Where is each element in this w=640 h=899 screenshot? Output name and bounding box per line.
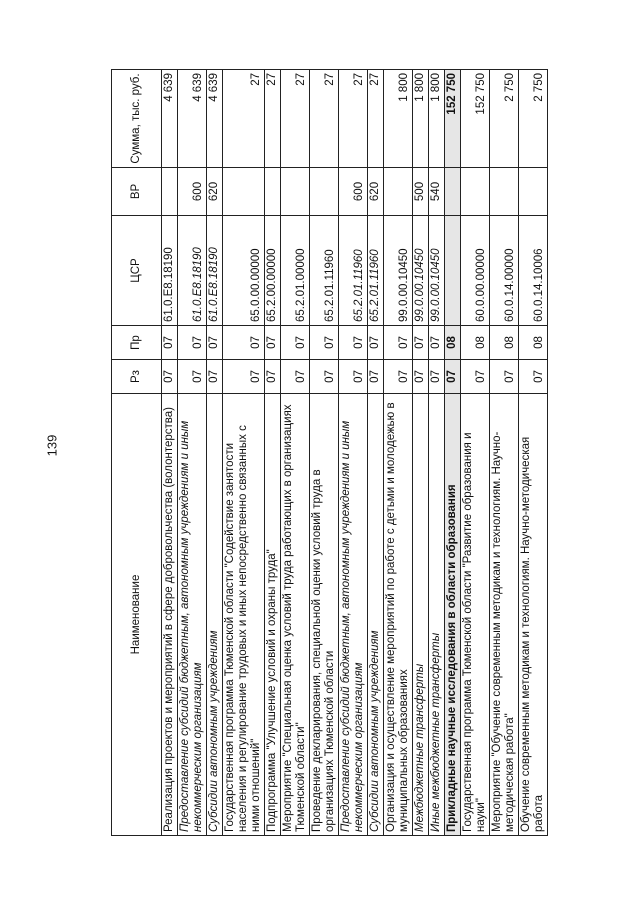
cell-rz: 07: [384, 360, 413, 394]
cell-vr: 600: [339, 168, 368, 216]
cell-vr: [490, 168, 519, 216]
cell-rz: 07: [281, 360, 310, 394]
header-sum: Сумма, тыс. руб.: [112, 70, 162, 168]
cell-name: Государственная программа Тюменской области "Развитие образования и науки": [461, 394, 490, 836]
table-row: [223, 70, 265, 836]
cell-csr: 65.2.01.11960: [310, 216, 339, 326]
cell-rz: 07: [445, 360, 461, 394]
cell-csr: 65.2.01.11960: [339, 216, 368, 326]
cell-pr: 07: [207, 326, 223, 360]
cell-sum: 1 800: [429, 70, 445, 168]
cell-vr: 620: [368, 168, 384, 216]
cell-csr: [445, 216, 461, 326]
cell-vr: [281, 168, 310, 216]
cell-sum: 4 639: [178, 70, 207, 168]
table-row: [461, 70, 490, 836]
cell-name: Мероприятие "Обучение современным методикам и технологиям. Научно-методическая работа": [490, 394, 519, 836]
cell-name: Предоставление субсидий бюджетным, автономным учреждениям и иным некоммерческим организациям: [339, 394, 368, 836]
cell-name: Иные межбюджетные трансферты: [429, 394, 445, 836]
cell-csr: 61.0.E8.18190: [178, 216, 207, 326]
cell-csr: 60.0.14.10006: [519, 216, 548, 326]
table-body: [162, 70, 548, 836]
table-row: [368, 70, 384, 836]
cell-vr: 600: [178, 168, 207, 216]
cell-pr: 07: [413, 326, 429, 360]
table-row: [429, 70, 445, 836]
cell-pr: 08: [519, 326, 548, 360]
cell-rz: 07: [178, 360, 207, 394]
cell-name: Прикладные научные исследования в области образования: [445, 394, 461, 836]
cell-name: Проведение декларирования, специальной оценки условий труда в организациях Тюменской области: [310, 394, 339, 836]
table-row: [207, 70, 223, 836]
table-row: [281, 70, 310, 836]
cell-pr: 07: [310, 326, 339, 360]
cell-rz: 07: [223, 360, 265, 394]
rotated-page: [111, 70, 629, 836]
cell-sum: 4 639: [162, 70, 178, 168]
cell-name: Субсидии автономным учреждениям: [207, 394, 223, 836]
cell-pr: 07: [162, 326, 178, 360]
header-rz: Рз: [112, 360, 162, 394]
cell-pr: 08: [445, 326, 461, 360]
header-vr: ВР: [112, 168, 162, 216]
cell-name: Государственная программа Тюменской области "Содействие занятости населения и регулирование трудовых и иных непосредственно связанных с ними отношений": [223, 394, 265, 836]
table-row: [384, 70, 413, 836]
table-row: [265, 70, 281, 836]
cell-vr: [162, 168, 178, 216]
cell-rz: 07: [310, 360, 339, 394]
cell-csr: 99.0.00.10450: [429, 216, 445, 326]
cell-vr: [519, 168, 548, 216]
cell-rz: 07: [265, 360, 281, 394]
cell-csr: 60.0.14.00000: [490, 216, 519, 326]
cell-sum: 4 639: [207, 70, 223, 168]
cell-pr: 08: [461, 326, 490, 360]
table-row: [519, 70, 548, 836]
cell-sum: 27: [339, 70, 368, 168]
cell-name: Подпрограмма "Улучшение условий и охраны труда": [265, 394, 281, 836]
cell-vr: [461, 168, 490, 216]
cell-csr: 65.2.00.00000: [265, 216, 281, 326]
cell-vr: [265, 168, 281, 216]
cell-rz: 07: [519, 360, 548, 394]
cell-sum: 152 750: [445, 70, 461, 168]
table-header-row: [112, 70, 162, 836]
cell-pr: 08: [490, 326, 519, 360]
cell-vr: 540: [429, 168, 445, 216]
cell-csr: 99.0.00.10450: [384, 216, 413, 326]
cell-csr: 65.2.01.00000: [281, 216, 310, 326]
cell-sum: 1 800: [413, 70, 429, 168]
table-row: [490, 70, 519, 836]
cell-sum: 2 750: [519, 70, 548, 168]
cell-csr: 65.2.01.11960: [368, 216, 384, 326]
table-row: [413, 70, 429, 836]
cell-name: Реализация проектов и мероприятий в сфере добровольчества (волонтерства): [162, 394, 178, 836]
cell-pr: 07: [281, 326, 310, 360]
header-pr: Пр: [112, 326, 162, 360]
cell-sum: 27: [368, 70, 384, 168]
cell-name: Организация и осуществление мероприятий по работе с детьми и молодежью в муниципальных образованиях: [384, 394, 413, 836]
cell-csr: 61.0.E8.18190: [207, 216, 223, 326]
cell-csr: 65.0.00.00000: [223, 216, 265, 326]
table-row: [310, 70, 339, 836]
cell-sum: 27: [310, 70, 339, 168]
table-row: [178, 70, 207, 836]
cell-pr: 07: [178, 326, 207, 360]
cell-pr: 07: [429, 326, 445, 360]
cell-pr: 07: [384, 326, 413, 360]
cell-csr: 99.0.00.10450: [413, 216, 429, 326]
cell-name: Обучение современным методикам и технологиям. Научно-методическая работа: [519, 394, 548, 836]
cell-sum: 27: [281, 70, 310, 168]
cell-vr: [223, 168, 265, 216]
cell-rz: 07: [207, 360, 223, 394]
cell-vr: 500: [413, 168, 429, 216]
cell-name: Межбюджетные трансферты: [413, 394, 429, 836]
cell-sum: 152 750: [461, 70, 490, 168]
page-number: 139: [44, 434, 60, 457]
cell-sum: 27: [265, 70, 281, 168]
cell-csr: 61.0.E8.18190: [162, 216, 178, 326]
header-csr: ЦСР: [112, 216, 162, 326]
header-name: Наименование: [112, 394, 162, 836]
table-row: [162, 70, 178, 836]
cell-rz: 07: [162, 360, 178, 394]
table-row: [339, 70, 368, 836]
cell-rz: 07: [368, 360, 384, 394]
cell-pr: 07: [339, 326, 368, 360]
cell-vr: [384, 168, 413, 216]
cell-rz: 07: [413, 360, 429, 394]
cell-sum: 2 750: [490, 70, 519, 168]
cell-name: Мероприятие "Специальная оценка условий труда работающих в организациях Тюменской области": [281, 394, 310, 836]
cell-vr: [445, 168, 461, 216]
cell-sum: 27: [223, 70, 265, 168]
cell-pr: 07: [368, 326, 384, 360]
table-row: [445, 70, 461, 836]
cell-rz: 07: [429, 360, 445, 394]
cell-name: Предоставление субсидий бюджетным, автономным учреждениям и иным некоммерческим организациям: [178, 394, 207, 836]
cell-pr: 07: [265, 326, 281, 360]
cell-rz: 07: [490, 360, 519, 394]
cell-vr: 620: [207, 168, 223, 216]
cell-vr: [310, 168, 339, 216]
cell-name: Субсидии автономным учреждениям: [368, 394, 384, 836]
cell-rz: 07: [339, 360, 368, 394]
cell-csr: 60.0.00.00000: [461, 216, 490, 326]
cell-pr: 07: [223, 326, 265, 360]
cell-sum: 1 800: [384, 70, 413, 168]
budget-table: [111, 69, 548, 836]
cell-rz: 07: [461, 360, 490, 394]
